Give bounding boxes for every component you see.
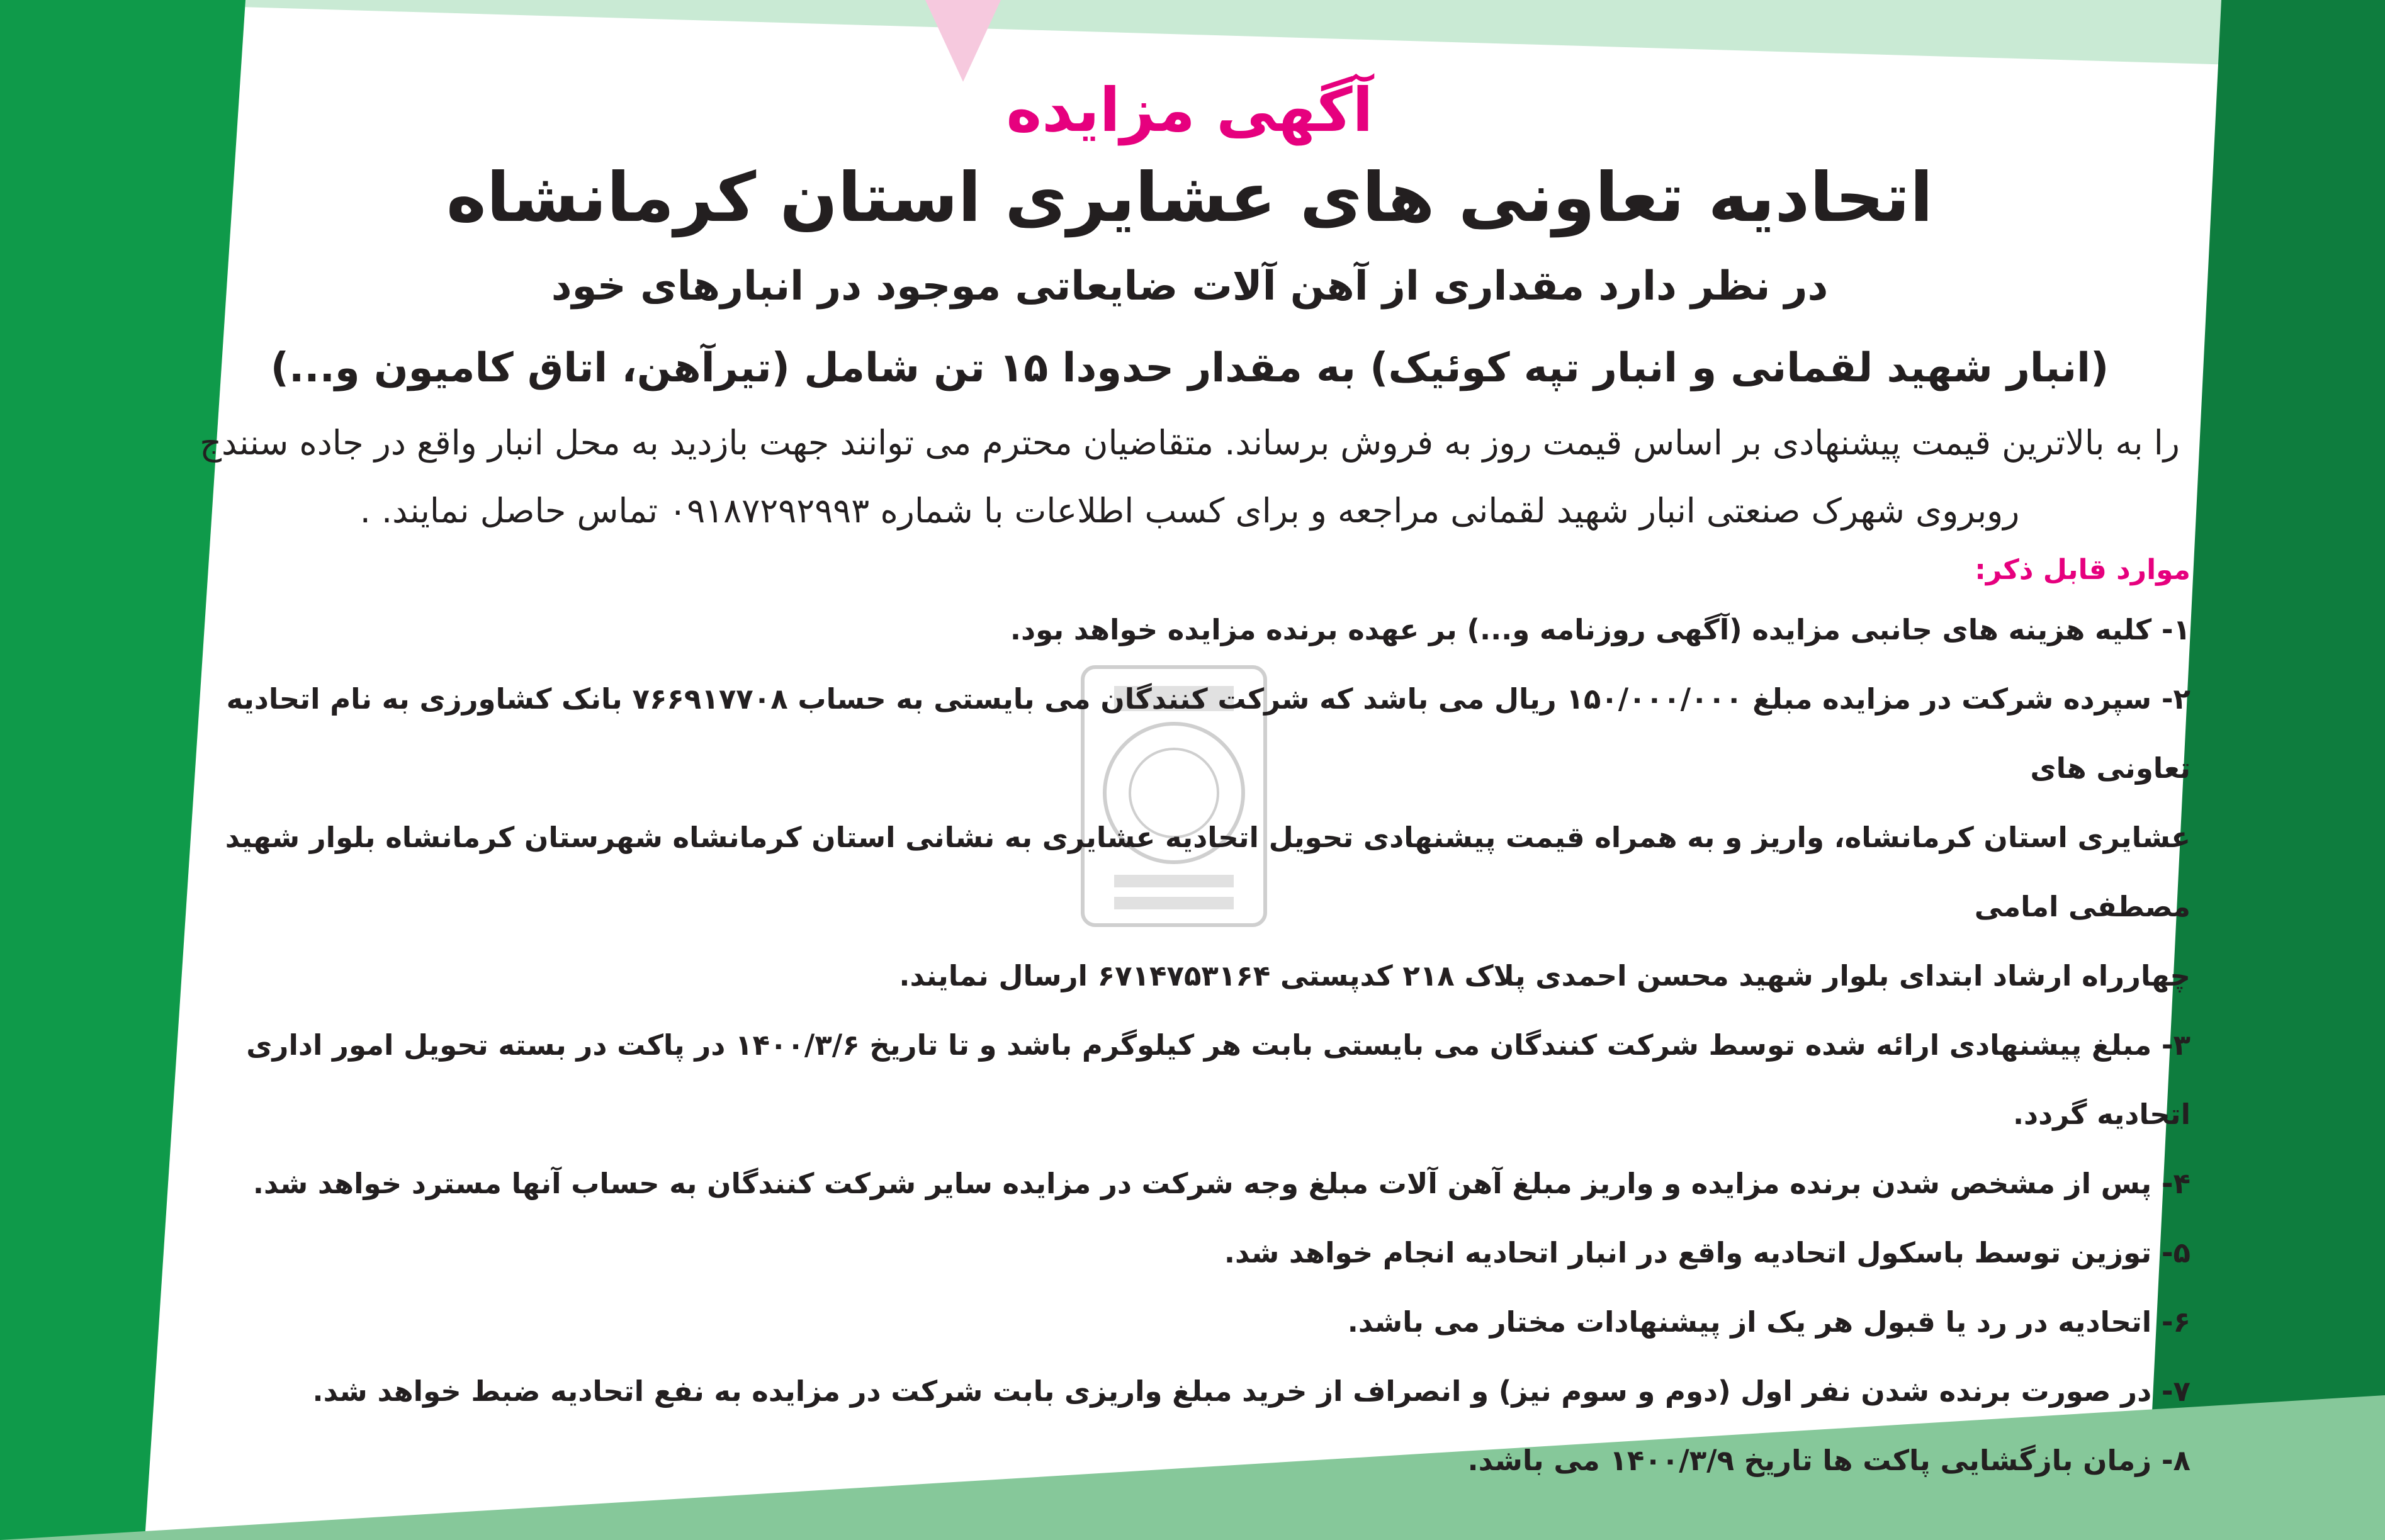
- auction-notice: [189, 69, 2190, 1477]
- intro-paragraph-1: را به بالاترین قیمت پیشنهادی بر اساس قیمت روز به فروش برساند. متقاضیان محترم می توانند جهت بازدید به محل انبار واقع در جاده سنندج: [200, 423, 2180, 463]
- left-green-bar: [0, 0, 145, 1540]
- list-item: ۱- کلیه هزینه های جانبی مزایده (آگهی روزنامه و...) بر عهده برنده مزایده خواهد بود.: [1010, 613, 2190, 646]
- intro-line-1: در نظر دارد مقداری از آهن آلات ضایعاتی موجود در انبارهای خود: [551, 263, 1829, 310]
- intro-paragraph-2: روبروی شهرک صنعتی انبار شهید لقمانی مراجعه و برای کسب اطلاعات با شماره ۰۹۱۸۷۲۹۲۹۹۳ تماس حاصل نمایند. .: [359, 491, 2020, 531]
- list-item: ۳- مبلغ پیشنهادی ارائه شده توسط شرکت کنندگان می بایستی بابت هر کیلوگرم باشد و تا تاریخ ۱۴۰۰/۳/۶ در پاکت در بسته تحویل امور اداری اتحادیه گردد.: [246, 1028, 2190, 1131]
- top-decor-band: [0, 0, 2385, 69]
- list-item: ۵- توزین توسط باسکول اتحادیه واقع در انبار اتحادیه انجام خواهد شد.: [1224, 1236, 2190, 1269]
- mentions-label: موارد قابل ذکر:: [1975, 554, 2190, 586]
- list-item: ۴- پس از مشخص شدن برنده مزایده و واریز مبلغ آهن آلات مبلغ وجه شرکت در مزایده سایر شرکت کنندگان به حساب آنها مسترد خواهد شد.: [252, 1167, 2190, 1200]
- list-item: ۷- در صورت برنده شدن نفر اول (دوم و سوم نیز) و انصراف از خرید مبلغ واریزی بابت شرکت در مزایده به نفع اتحادیه ضبط خواهد شد.: [312, 1374, 2190, 1408]
- conditions-list: [189, 595, 2190, 1495]
- list-item: چهارراه ارشاد ابتدای بلوار شهید محسن احمدی پلاک ۲۱۸ کدپستی ۶۷۱۴۷۵۳۱۶۴ ارسال نمایند.: [899, 959, 2190, 992]
- intro-line-2: (انبار شهید لقمانی و انبار تپه کوئیک) به مقدار حدودا ۱۵ تن شامل (تیرآهن، اتاق کامیون و...): [270, 345, 2109, 391]
- organization-title: اتحادیه تعاونی های عشایری استان کرمانشاه: [446, 159, 1934, 237]
- list-item: ۶- اتحادیه در رد یا قبول هر یک از پیشنهادات مختار می باشد.: [1347, 1305, 2190, 1339]
- list-item: ۸- زمان بازگشایی پاکت ها تاریخ ۱۴۰۰/۳/۹ می باشد.: [1467, 1444, 2190, 1477]
- list-item: ۲- سپرده شرکت در مزایده مبلغ ۱۵۰/۰۰۰/۰۰۰ ریال می باشد که شرکت کنندگان می بایستی به حساب ۷۶۶۹۱۷۷۰۸ بانک کشاورزی به نام اتحادیه تعاونی های: [226, 682, 2190, 785]
- notice-tag: آگهی مزایده: [1006, 75, 1373, 145]
- list-item: عشایری استان کرمانشاه، واریز و به همراه قیمت پیشنهادی تحویل اتحادیه عشایری به نشانی استان کرمانشاه شهرستان کرمانشاه بلوار شهید مصطفی امامی: [225, 821, 2190, 923]
- right-green-bar: [2221, 0, 2385, 1540]
